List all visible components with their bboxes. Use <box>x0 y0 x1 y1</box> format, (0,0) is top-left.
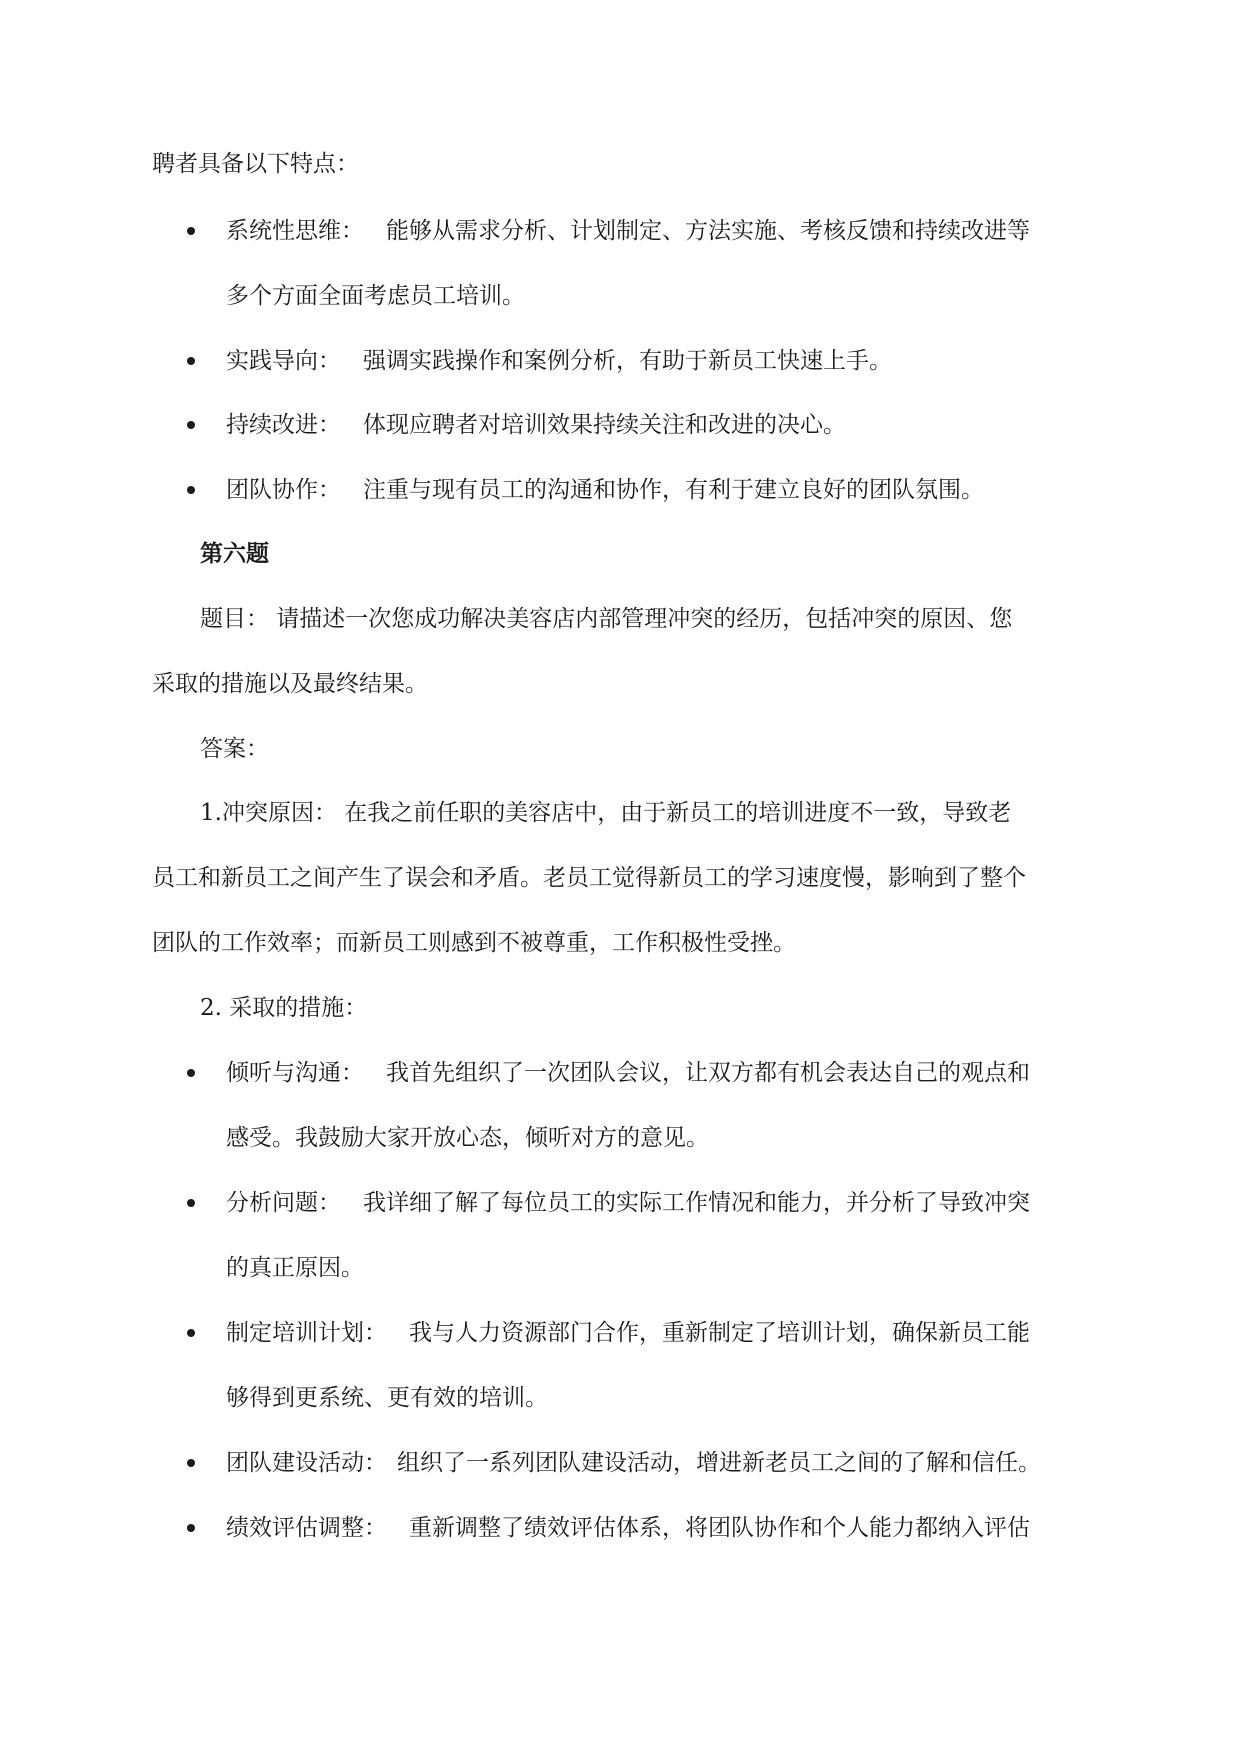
bullet-icon <box>187 1459 195 1467</box>
measure-text: 我与人力资源部门合作，重新制定了培训计划，确保新员工能 <box>409 1320 1030 1346</box>
measure-text: 我详细了解了每位员工的实际工作情况和能力，并分析了导致冲突 <box>363 1190 1030 1216</box>
measure-text-continued: 感受。我鼓励大家开放心态，倾听对方的意见。 <box>226 1125 709 1151</box>
bullet-icon <box>187 1524 195 1532</box>
section-title: 第六题 <box>200 540 269 567</box>
measure-term: 团队建设活动： <box>226 1450 387 1476</box>
bullet-icon <box>187 1069 195 1077</box>
list-item <box>226 1057 1106 1089</box>
measure-term: 倾听与沟通： <box>226 1060 364 1086</box>
measure-term: 绩效评估调整： <box>226 1515 387 1541</box>
measure-text: 组织了一系列团队建设活动，增进新老员工之间的了解和信任。 <box>397 1450 1041 1476</box>
list-item <box>226 215 1106 247</box>
trait-term: 持续改进： <box>226 412 341 438</box>
measure-text: 我首先组织了一次团队会议，让双方都有机会表达自己的观点和 <box>386 1060 1030 1086</box>
trait-text: 体现应聘者对培训效果持续关注和改进的决心。 <box>363 412 846 438</box>
bullet-icon <box>187 227 195 235</box>
question-text-continued: 采取的措施以及最终结果。 <box>152 671 428 697</box>
list-item <box>226 474 1106 506</box>
measure-term: 制定培训计划： <box>226 1320 387 1346</box>
measure-term: 分析问题： <box>226 1190 341 1216</box>
measure-text: 重新调整了绩效评估体系，将团队协作和个人能力都纳入评估 <box>409 1515 1030 1541</box>
bullet-icon <box>187 421 195 429</box>
trait-text: 注重与现有员工的沟通和协作，有利于建立良好的团队氛围。 <box>363 477 984 503</box>
bullet-icon <box>187 1199 195 1207</box>
trait-term: 团队协作： <box>226 477 341 503</box>
cause-paragraph-line3: 团队的工作效率；而新员工则感到不被尊重，工作积极性受挫。 <box>152 930 796 956</box>
list-item <box>226 409 1106 441</box>
trait-text: 强调实践操作和案例分析，有助于新员工快速上手。 <box>363 348 892 374</box>
list-item <box>226 1187 1106 1219</box>
cause-paragraph-line2: 员工和新员工之间产生了误会和矛盾。老员工觉得新员工的学习速度慢，影响到了整个 <box>152 865 1026 891</box>
answer-label: 答案： <box>200 736 269 762</box>
list-item <box>226 1317 1106 1349</box>
bullet-icon <box>187 357 195 365</box>
list-item <box>226 1512 1106 1544</box>
list-item <box>226 345 1106 377</box>
list-item <box>226 1447 1106 1479</box>
trait-text-continued: 多个方面全面考虑员工培训。 <box>226 283 525 309</box>
trait-term: 实践导向： <box>226 348 341 374</box>
question-text: 题目： 请描述一次您成功解决美容店内部管理冲突的经历，包括冲突的原因、您 <box>200 606 1013 632</box>
measures-label: 2. 采取的措施： <box>200 995 368 1021</box>
bullet-icon <box>187 1329 195 1337</box>
trait-text: 能够从需求分析、计划制定、方法实施、考核反馈和持续改进等 <box>386 218 1030 244</box>
measure-text-continued: 够得到更系统、更有效的培训。 <box>226 1385 548 1411</box>
trait-term: 系统性思维： <box>226 218 364 244</box>
bullet-icon <box>187 486 195 494</box>
cause-paragraph: 1.冲突原因： 在我之前任职的美容店中，由于新员工的培训进度不一致，导致老 <box>200 800 1012 826</box>
intro-text: 聘者具备以下特点： <box>152 151 359 177</box>
measure-text-continued: 的真正原因。 <box>226 1255 364 1281</box>
